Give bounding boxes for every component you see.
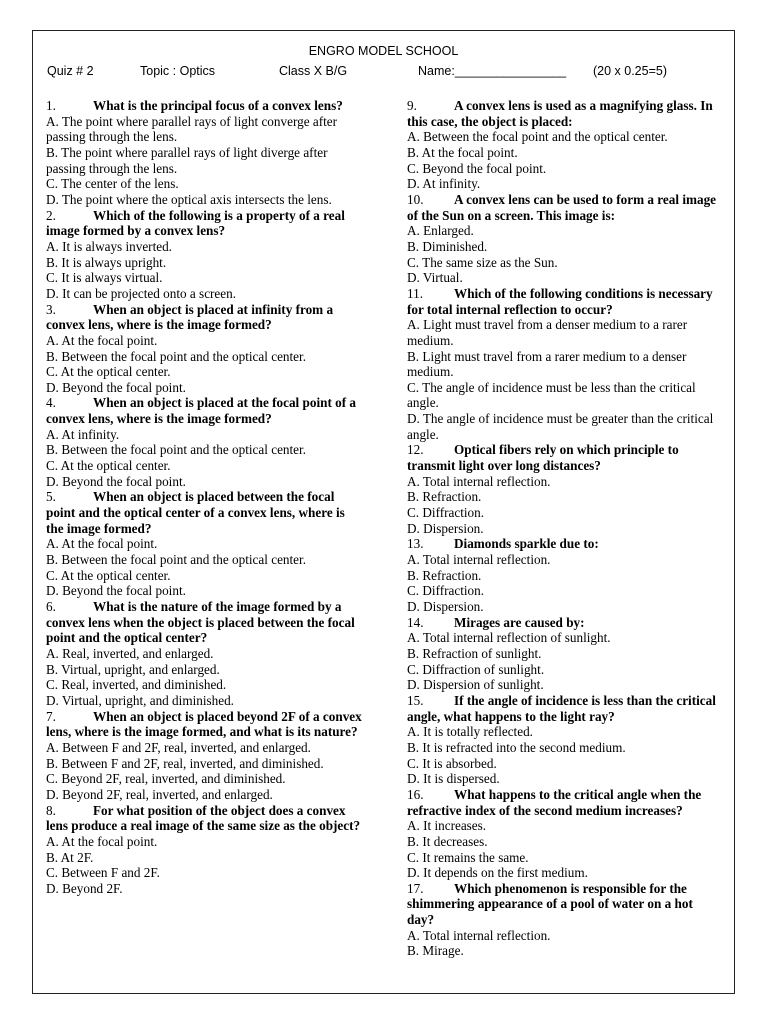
- question-text: [407, 615, 723, 631]
- answer-option: B. Refraction.: [407, 489, 482, 505]
- answer-option: C. At the optical center.: [46, 567, 171, 583]
- question-block: [46, 208, 364, 302]
- question-prompt: What is the principal focus of a convex lens?: [93, 98, 343, 113]
- answer-option: C. Diffraction.: [407, 583, 485, 599]
- answer-option: C. Diffraction of sunlight.: [407, 661, 545, 677]
- answer-option: D. The point where the optical axis intersects the lens.: [46, 191, 332, 207]
- question-text: [46, 803, 364, 834]
- question-text: [46, 709, 364, 740]
- question-prompt: When an object is placed at infinity from a convex lens, where is the image formed?: [46, 301, 334, 333]
- answer-option: A. Between F and 2F, real, inverted, and enlarged.: [46, 739, 311, 755]
- answer-option: A. Enlarged.: [407, 223, 474, 239]
- question-text: [407, 442, 723, 473]
- question-text: [46, 395, 364, 426]
- question-column-right: [407, 98, 723, 959]
- question-text: [407, 98, 723, 129]
- question-prompt: Which of the following is a property of a real image formed by a convex lens?: [46, 207, 345, 239]
- answer-option: A. Total internal reflection.: [407, 552, 551, 568]
- question-number: 2.: [46, 207, 56, 223]
- question-text: [46, 599, 364, 646]
- answer-option: A. Total internal reflection.: [407, 473, 551, 489]
- answer-option: A. Light must travel from a denser medium to a rarer medium.: [407, 317, 688, 348]
- answer-option: B. It is refracted into the second medium.: [407, 739, 626, 755]
- question-text: [407, 286, 723, 317]
- question-number: 15.: [407, 692, 424, 708]
- question-text: [407, 192, 723, 223]
- question-number: 8.: [46, 802, 56, 818]
- answer-option: C. At the optical center.: [46, 364, 171, 380]
- question-block: [46, 709, 364, 803]
- question-text: [407, 787, 723, 818]
- answer-option: A. It is always inverted.: [46, 238, 172, 254]
- answer-option: B. Between the focal point and the optical center.: [46, 552, 306, 568]
- answer-option: B. At 2F.: [46, 849, 94, 865]
- answer-option: B. It decreases.: [407, 833, 488, 849]
- answer-option: B. Between F and 2F, real, inverted, and diminished.: [46, 755, 324, 771]
- answer-option: B. Refraction of sunlight.: [407, 645, 542, 661]
- question-text: [46, 302, 364, 333]
- answer-option: D. Beyond the focal point.: [46, 473, 186, 489]
- question-prompt: Which phenomenon is responsible for the shimmering appearance of a pool of water on a hot day?: [407, 880, 693, 928]
- answer-option: C. The same size as the Sun.: [407, 254, 558, 270]
- question-text: [407, 536, 723, 552]
- question-prompt: If the angle of incidence is less than the critical angle, what happens to the light ray?: [407, 692, 716, 724]
- answer-option: D. Beyond the focal point.: [46, 583, 186, 599]
- school-name: ENGRO MODEL SCHOOL: [308, 44, 459, 58]
- answer-option: C. It is absorbed.: [407, 755, 497, 771]
- question-text: [46, 98, 364, 114]
- quiz-topic: Topic : Optics: [140, 64, 216, 78]
- student-name-field: Name:________________: [418, 64, 567, 78]
- quiz-number: Quiz # 2: [47, 64, 94, 78]
- answer-option: D. Dispersion of sunlight.: [407, 677, 544, 693]
- question-prompt: Which of the following conditions is necessary for total internal reflection to occur?: [407, 285, 713, 317]
- answer-option: A. It increases.: [407, 818, 487, 834]
- question-block: [407, 787, 723, 881]
- answer-option: C. Diffraction.: [407, 505, 485, 521]
- question-prompt: When an object is placed beyond 2F of a convex lens, where is the image formed, and what is its nature?: [46, 708, 362, 740]
- question-block: [46, 395, 364, 489]
- question-block: [407, 536, 723, 614]
- answer-option: D. It depends on the first medium.: [407, 865, 588, 881]
- question-text: [46, 208, 364, 239]
- answer-option: D. Virtual, upright, and diminished.: [46, 692, 234, 708]
- answer-option: B. Diminished.: [407, 238, 488, 254]
- question-number: 12.: [407, 442, 424, 458]
- question-text: [46, 489, 364, 536]
- question-number: 14.: [407, 614, 424, 630]
- answer-option: C. Beyond the focal point.: [407, 160, 547, 176]
- question-number: 1.: [46, 98, 56, 113]
- answer-option: D. Dispersion.: [407, 599, 484, 614]
- question-block: [46, 98, 364, 208]
- answer-option: D. At infinity.: [407, 176, 481, 192]
- answer-option: C. It remains the same.: [407, 849, 529, 865]
- answer-option: D. Dispersion.: [407, 520, 484, 536]
- question-column-left: [46, 98, 364, 896]
- question-text: [407, 881, 723, 928]
- question-number: 13.: [407, 536, 424, 552]
- answer-option: B. At the focal point.: [407, 144, 518, 160]
- question-number: 4.: [46, 395, 56, 411]
- question-prompt: Diamonds sparkle due to:: [454, 536, 599, 552]
- answer-option: B. Between the focal point and the optical center.: [46, 442, 306, 458]
- answer-option: D. Beyond the focal point.: [46, 379, 186, 395]
- answer-option: A. At the focal point.: [46, 833, 158, 849]
- answer-option: B. Virtual, upright, and enlarged.: [46, 661, 220, 677]
- question-prompt: When an object is placed between the focal point and the optical center of a convex lens, where is the image formed?: [46, 489, 345, 536]
- answer-option: C. At the optical center.: [46, 458, 171, 474]
- answer-option: A. Total internal reflection.: [407, 927, 551, 943]
- answer-option: C. Beyond 2F, real, inverted, and diminished.: [46, 771, 286, 787]
- answer-option: D. It can be projected onto a screen.: [46, 285, 237, 301]
- question-block: [46, 599, 364, 709]
- answer-option: C. The center of the lens.: [46, 176, 179, 192]
- answer-option: B. Light must travel from a rarer medium to a denser medium.: [407, 348, 687, 380]
- quiz-class: Class X B/G: [279, 64, 348, 78]
- question-block: [407, 192, 723, 286]
- answer-option: C. It is always virtual.: [46, 270, 163, 286]
- question-prompt: For what position of the object does a convex lens produce a real image of the same size as the object?: [46, 802, 361, 834]
- question-block: [407, 615, 723, 693]
- question-block: [46, 489, 364, 599]
- question-prompt: What is the nature of the image formed by a convex lens when the object is placed between the focal point and the optical center?: [46, 599, 355, 646]
- quiz-marks: (20 x 0.25=5): [593, 64, 668, 78]
- answer-option: D. Beyond 2F.: [46, 880, 123, 896]
- question-number: 10.: [407, 191, 424, 207]
- question-prompt: A convex lens can be used to form a real image of the Sun on a screen. This image is:: [407, 191, 717, 223]
- answer-option: C. Between F and 2F.: [46, 865, 160, 881]
- answer-option: A. Real, inverted, and enlarged.: [46, 645, 214, 661]
- answer-option: D. Virtual.: [407, 270, 463, 286]
- quiz-sheet: [32, 30, 735, 994]
- answer-option: B. Refraction.: [407, 567, 482, 583]
- question-number: 17.: [407, 880, 424, 896]
- question-number: 3.: [46, 301, 56, 317]
- question-number: 7.: [46, 708, 56, 724]
- question-prompt: What happens to the critical angle when the refractive index of the second medium increases?: [407, 786, 702, 818]
- question-prompt: When an object is placed at the focal point of a convex lens, where is the image formed?: [46, 395, 357, 427]
- answer-option: C. Real, inverted, and diminished.: [46, 677, 227, 693]
- question-prompt: A convex lens is used as a magnifying glass. In this case, the object is placed:: [407, 98, 713, 129]
- question-text: [407, 693, 723, 724]
- question-prompt: Mirages are caused by:: [454, 614, 585, 630]
- question-block: [46, 302, 364, 396]
- question-block: [407, 442, 723, 536]
- question-block: [407, 286, 723, 443]
- question-block: [407, 693, 723, 787]
- question-number: 11.: [407, 285, 423, 301]
- answer-option: A. Between the focal point and the optical center.: [407, 129, 668, 145]
- answer-option: A. Total internal reflection of sunlight.: [407, 630, 611, 646]
- question-block: [46, 803, 364, 897]
- question-number: 5.: [46, 489, 56, 505]
- answer-option: A. At the focal point.: [46, 332, 158, 348]
- question-block: [407, 98, 723, 192]
- question-prompt: Optical fibers rely on which principle to transmit light over long distances?: [407, 442, 679, 474]
- question-number: 9.: [407, 98, 417, 113]
- answer-option: D. The angle of incidence must be greater than the critical angle.: [407, 411, 714, 442]
- answer-option: A. At the focal point.: [46, 536, 158, 552]
- answer-option: B. Between the focal point and the optical center.: [46, 348, 306, 364]
- answer-option: B. Mirage.: [407, 943, 464, 959]
- question-number: 6.: [46, 599, 56, 614]
- answer-option: C. The angle of incidence must be less than the critical angle.: [407, 379, 696, 411]
- answer-option: A. The point where parallel rays of light converge after passing through the lens.: [46, 113, 337, 145]
- answer-option: D. Beyond 2F, real, inverted, and enlarged.: [46, 786, 273, 802]
- answer-option: D. It is dispersed.: [407, 771, 500, 787]
- question-block: [407, 881, 723, 959]
- answer-option: B. The point where parallel rays of light diverge after passing through the lens.: [46, 144, 328, 176]
- answer-option: A. At infinity.: [46, 426, 120, 442]
- answer-option: A. It is totally reflected.: [407, 724, 533, 740]
- question-number: 16.: [407, 786, 424, 802]
- answer-option: B. It is always upright.: [46, 254, 167, 270]
